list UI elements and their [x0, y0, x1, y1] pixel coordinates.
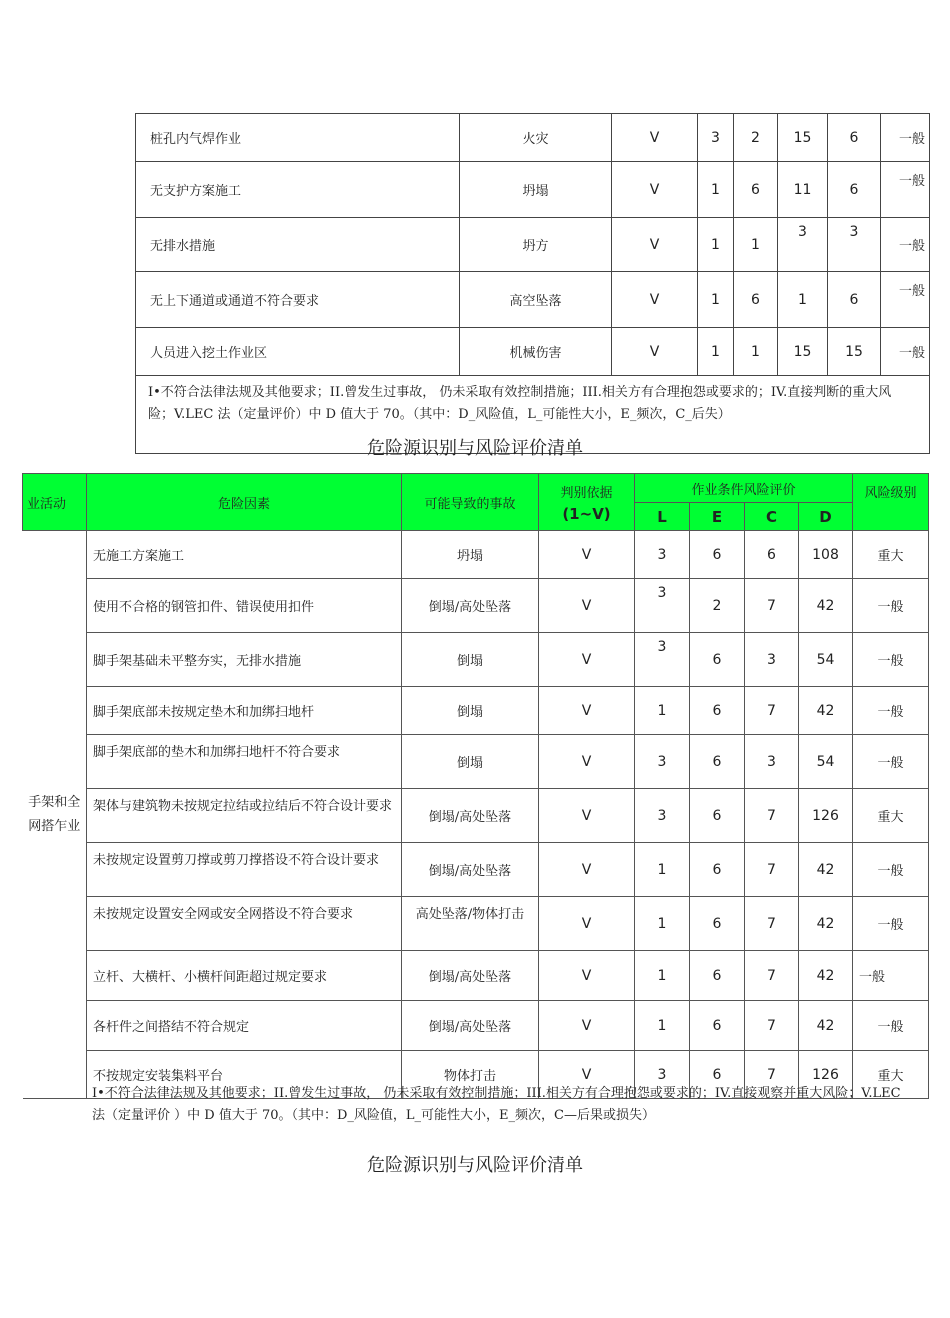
e-value: 2: [690, 579, 745, 633]
risk-level: 一般: [881, 328, 930, 376]
l-value: 1: [698, 272, 734, 328]
d-value: 6: [828, 162, 881, 218]
c-value: 11: [778, 162, 828, 218]
e-value: 6: [690, 1001, 745, 1051]
table-row: [136, 218, 930, 272]
table-row: [23, 1001, 929, 1051]
hazard-factor: 各杆件之间搭结不符合规定: [87, 1001, 402, 1051]
l-value: 1: [635, 687, 690, 735]
header-row: [23, 474, 929, 503]
risk-level: 一般: [853, 1001, 929, 1051]
e-value: 6: [690, 735, 745, 789]
header-basis: [539, 474, 635, 531]
c-value: 15: [778, 328, 828, 376]
hazard-factor: 桩孔内气焊作业: [136, 114, 460, 162]
basis-value: V: [539, 951, 635, 1001]
l-value: 1: [635, 843, 690, 897]
risk-evaluation-table: [22, 473, 929, 1099]
hazard-factor: 人员进入挖土作业区: [136, 328, 460, 376]
accident-type: 高空坠落: [460, 272, 612, 328]
basis-value: V: [539, 897, 635, 951]
basis-value: V: [539, 843, 635, 897]
c-value: 6: [745, 531, 799, 579]
e-value: 1: [734, 328, 778, 376]
c-value: 1: [778, 272, 828, 328]
accident-type: 物体打击: [402, 1051, 539, 1099]
basis-value: V: [539, 687, 635, 735]
hazard-factor: 使用不合格的钢管扣件、错误使用扣件: [87, 579, 402, 633]
accident-type: 火灾: [460, 114, 612, 162]
table-row: [23, 789, 929, 843]
l-value: 3: [635, 579, 690, 633]
c-value: 15: [778, 114, 828, 162]
d-value: 126: [799, 789, 853, 843]
header-e: E: [690, 503, 745, 531]
note-line: 法（定量评价 ）中 D 值大于 70。（其中：D_风险值，L_可能性大小，E_频次，C—后果或损失）: [92, 1108, 655, 1123]
section-title: 危险源识别与风险评价清单: [367, 438, 583, 459]
header-d: D: [799, 503, 853, 531]
c-value: 7: [745, 687, 799, 735]
header-activity: 业活动: [23, 474, 87, 531]
accident-type: 机械伤害: [460, 328, 612, 376]
accident-type: 坍塌: [460, 162, 612, 218]
header-l: L: [635, 503, 690, 531]
risk-level: 一般: [881, 218, 930, 272]
e-value: 6: [690, 951, 745, 1001]
e-value: 6: [690, 897, 745, 951]
basis-value: V: [539, 789, 635, 843]
e-value: 6: [690, 789, 745, 843]
hazard-factor: 无排水措施: [136, 218, 460, 272]
hazard-factor: 架体与建筑物未按规定拉结或拉结后不符合设计要求: [87, 789, 402, 843]
table-row: [23, 633, 929, 687]
header-level: 风险级别: [853, 474, 929, 531]
note-line: 险；V.LEC 法（定量评价）中 D 值大于 70。（其中：D_风险值，L_可能性大小，E_频次，C_后失）: [148, 407, 731, 422]
basis-value: V: [612, 162, 698, 218]
table-row: [136, 272, 930, 328]
hazard-factor: 无支护方案施工: [136, 162, 460, 218]
risk-level: 一般: [853, 897, 929, 951]
l-value: 3: [635, 735, 690, 789]
note-line: I•不符合法律法规及其他要求；II.曾发生过事故， 仍未采取有效控制措施；III.相关方有合理抱怨或要求的；IV.直接观察并重大风险；V.LEC: [92, 1086, 901, 1101]
work-activity: [23, 531, 87, 1099]
l-value: 3: [635, 531, 690, 579]
basis-value: V: [539, 531, 635, 579]
table-row: [23, 897, 929, 951]
d-value: 54: [799, 633, 853, 687]
e-value: 6: [734, 272, 778, 328]
d-value: 42: [799, 579, 853, 633]
basis-value: V: [612, 218, 698, 272]
risk-level: 一般: [853, 951, 929, 1001]
risk-level: 重大: [853, 789, 929, 843]
d-value: 108: [799, 531, 853, 579]
c-value: 3: [778, 218, 828, 272]
c-value: 7: [745, 1001, 799, 1051]
note-line: I•不符合法律法规及其他要求；II.曾发生过事故， 仍未采取有效控制措施；III.相关方有合理抱怨或要求的；IV.直接判断的重大风: [148, 385, 892, 400]
risk-level: 一般: [853, 579, 929, 633]
l-value: 3: [635, 633, 690, 687]
basis-value: V: [612, 272, 698, 328]
header-c: C: [745, 503, 799, 531]
e-value: 6: [690, 843, 745, 897]
l-value: 3: [698, 114, 734, 162]
basis-value: V: [539, 735, 635, 789]
risk-level: 一般: [853, 633, 929, 687]
basis-value: V: [539, 1051, 635, 1099]
hazard-factor: 未按规定设置剪刀撑或剪刀撑搭设不符合设计要求: [87, 843, 402, 897]
hazard-factor: 无施工方案施工: [87, 531, 402, 579]
l-value: 1: [635, 951, 690, 1001]
risk-level: 一般: [881, 114, 930, 162]
header-basis-range: (1~V): [562, 504, 611, 523]
hazard-factor: 无上下通道或通道不符合要求: [136, 272, 460, 328]
e-value: 6: [734, 162, 778, 218]
activity-line: 手架和全: [28, 794, 81, 810]
e-value: 6: [690, 1051, 745, 1099]
c-value: 3: [745, 633, 799, 687]
l-value: 1: [635, 1001, 690, 1051]
hazard-factor: 脚手架基础未平整夯实，无排水措施: [87, 633, 402, 687]
c-value: 7: [745, 951, 799, 1001]
section-title: 危险源识别与风险评价清单: [367, 1155, 583, 1176]
d-value: 3: [828, 218, 881, 272]
table-row: [136, 328, 930, 376]
d-value: 54: [799, 735, 853, 789]
c-value: 7: [745, 789, 799, 843]
table-row: [23, 531, 929, 579]
d-value: 42: [799, 1001, 853, 1051]
accident-type: 坍塌: [402, 531, 539, 579]
c-value: 7: [745, 1051, 799, 1099]
risk-level: 重大: [853, 1051, 929, 1099]
e-value: 6: [690, 531, 745, 579]
basis-value: V: [539, 579, 635, 633]
table-row: [136, 162, 930, 218]
d-value: 42: [799, 687, 853, 735]
basis-value: V: [612, 114, 698, 162]
accident-type: 高处坠落/物体打击: [402, 897, 539, 951]
e-value: 6: [690, 687, 745, 735]
c-value: 7: [745, 843, 799, 897]
d-value: 42: [799, 843, 853, 897]
accident-type: 倒塌: [402, 633, 539, 687]
c-value: 7: [745, 579, 799, 633]
hazard-factor: 脚手架底部的垫木和加绑扫地杆不符合要求: [87, 735, 402, 789]
e-value: 1: [734, 218, 778, 272]
risk-level: 一般: [853, 735, 929, 789]
e-value: 2: [734, 114, 778, 162]
basis-value: V: [539, 1001, 635, 1051]
hazard-factor: 不按规定安装集料平台: [87, 1051, 402, 1099]
table-row: [23, 735, 929, 789]
accident-type: 倒塌: [402, 735, 539, 789]
hazard-factor: 脚手架底部未按规定垫木和加绑扫地杆: [87, 687, 402, 735]
top-risk-table: [135, 113, 930, 454]
risk-level: 一般: [881, 272, 930, 328]
risk-level: 一般: [881, 162, 930, 218]
accident-type: 倒塌/高处坠落: [402, 951, 539, 1001]
l-value: 1: [698, 328, 734, 376]
d-value: 15: [828, 328, 881, 376]
accident-type: 坍方: [460, 218, 612, 272]
risk-level: 一般: [853, 843, 929, 897]
hazard-factor: 未按规定设置安全网或安全网搭设不符合要求: [87, 897, 402, 951]
header-basis-label: 判别依据: [560, 485, 613, 501]
d-value: 126: [799, 1051, 853, 1099]
table-row: [136, 114, 930, 162]
l-value: 1: [698, 162, 734, 218]
l-value: 3: [635, 1051, 690, 1099]
hazard-factor: 立杆、大横杆、小横杆间距超过规定要求: [87, 951, 402, 1001]
table-row: [23, 687, 929, 735]
header-evaluation: 作业条件风险评价: [635, 474, 853, 503]
basis-value: V: [539, 633, 635, 687]
table-row: [23, 951, 929, 1001]
c-value: 3: [745, 735, 799, 789]
e-value: 6: [690, 633, 745, 687]
risk-level: 一般: [853, 687, 929, 735]
risk-level: 重大: [853, 531, 929, 579]
header-hazard-factor: 危险因素: [87, 474, 402, 531]
d-value: 6: [828, 114, 881, 162]
criteria-note: [92, 1083, 922, 1127]
accident-type: 倒塌/高处坠落: [402, 1001, 539, 1051]
header-accident: 可能导致的事故: [402, 474, 539, 531]
d-value: 42: [799, 951, 853, 1001]
accident-type: 倒塌/高处坠落: [402, 579, 539, 633]
accident-type: 倒塌: [402, 687, 539, 735]
d-value: 6: [828, 272, 881, 328]
c-value: 7: [745, 897, 799, 951]
basis-value: V: [612, 328, 698, 376]
accident-type: 倒塌/高处坠落: [402, 843, 539, 897]
d-value: 42: [799, 897, 853, 951]
l-value: 1: [635, 897, 690, 951]
accident-type: 倒塌/高处坠落: [402, 789, 539, 843]
activity-line: 网搭乍业: [28, 818, 81, 834]
table-row: [23, 579, 929, 633]
l-value: 3: [635, 789, 690, 843]
l-value: 1: [698, 218, 734, 272]
table-row: [23, 843, 929, 897]
